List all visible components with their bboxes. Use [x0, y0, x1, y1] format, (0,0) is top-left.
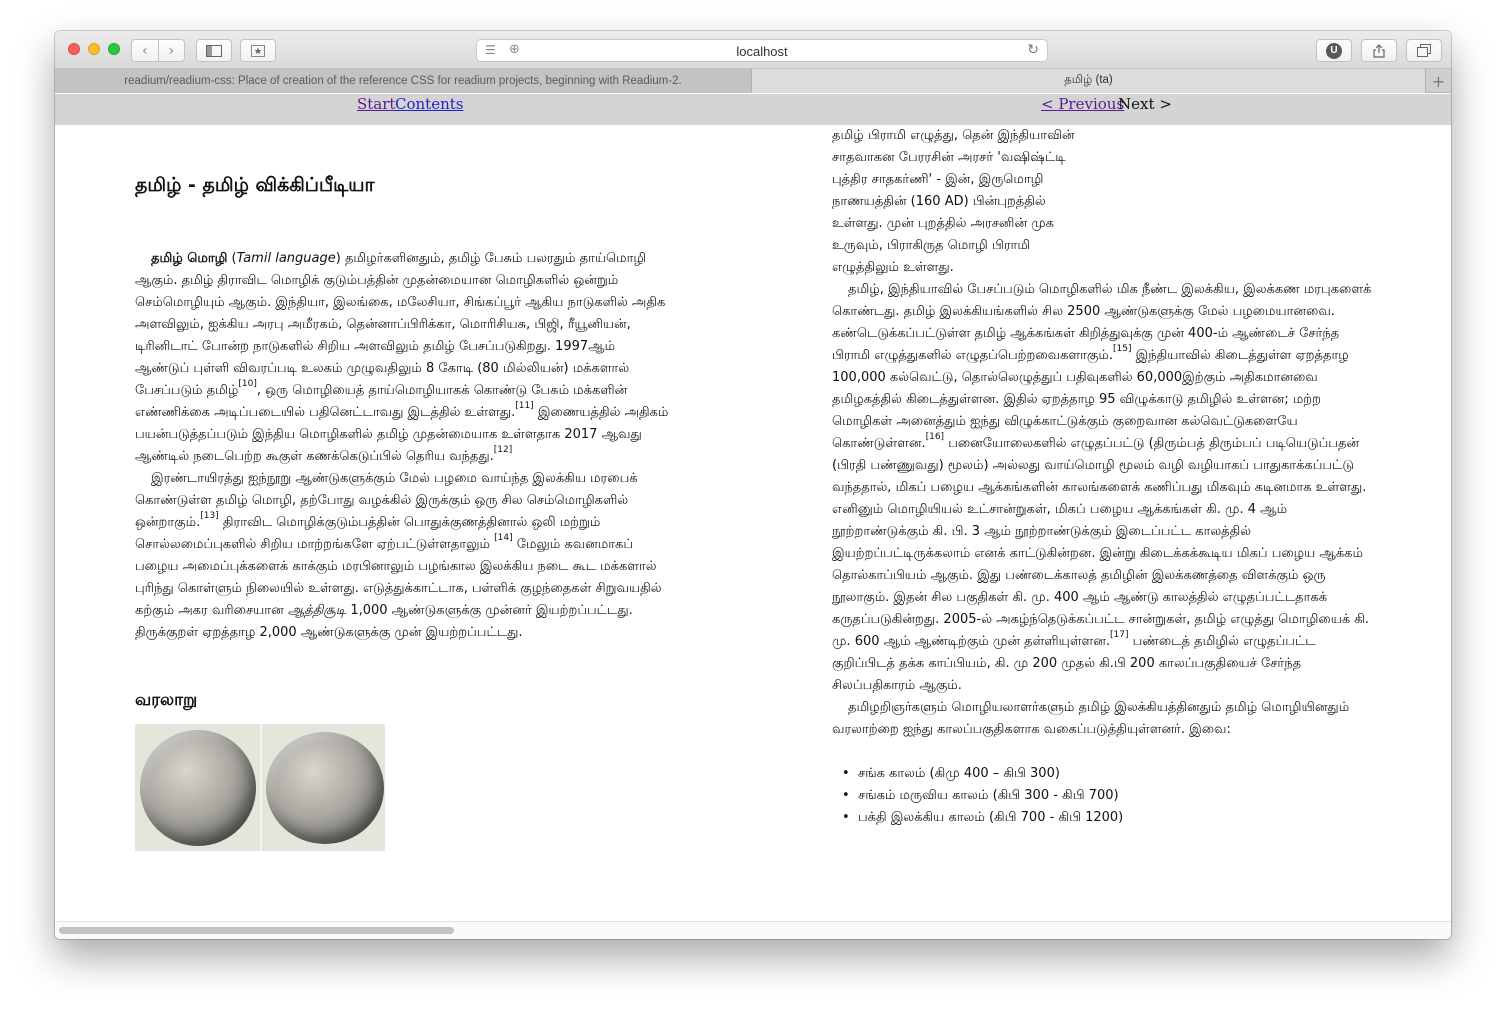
ref-13[interactable]: [13] — [200, 511, 219, 521]
left-column — [135, 125, 670, 851]
contents-link[interactable]: Contents — [395, 95, 464, 113]
periods-list — [852, 763, 1377, 829]
title-bar — [55, 31, 1451, 69]
previous-link[interactable]: < Previous — [1041, 95, 1125, 113]
zoom-window-button[interactable] — [108, 43, 120, 55]
periods-intro: தமிழறிஞர்களும் மொழியலாளர்களும் தமிழ் இலக்கியத்தினதும் தமிழ் மொழியினதும் வரலாற்றை ஐந்து காலப்பகுதிகளாக வகைப்படுத்தியுள்ளனர். இவை: — [832, 700, 1350, 737]
extension-icon: U — [1326, 43, 1342, 59]
scrollbar-thumb[interactable] — [59, 927, 454, 934]
reader-view-icon[interactable]: ☰ — [485, 43, 496, 57]
ref-12[interactable]: [12] — [493, 445, 513, 455]
aathichoodi-italic: ஆத்திசூடி — [287, 603, 347, 618]
list-item: • பக்தி இலக்கிய காலம் (கிபி 700 - கிபி 1200) — [852, 807, 1377, 829]
ref-10[interactable]: [10] — [238, 379, 257, 389]
back-button[interactable]: ‹ — [141, 42, 148, 59]
tab-readium-css[interactable]: readium/readium-css: Place of creation of the reference CSS for readium projects, beginning with Readium-2. — [55, 69, 752, 93]
browser-window — [55, 31, 1451, 939]
back-forward-buttons — [131, 39, 185, 62]
term-bold: தமிழ் மொழி — [151, 251, 228, 266]
ref-17[interactable]: [17] — [1110, 630, 1129, 640]
ref-11[interactable]: [11] — [515, 401, 534, 411]
term-english: Tamil language — [236, 251, 336, 266]
sidebar-button[interactable] — [196, 39, 232, 62]
sidebar-icon — [206, 45, 222, 57]
page-navigation — [55, 94, 1451, 125]
tab-tamil[interactable]: தமிழ் (ta) — [752, 69, 1425, 93]
add-icon[interactable]: ⊕ — [509, 42, 520, 57]
coin-obverse — [140, 730, 256, 846]
new-tab-button[interactable]: + — [1425, 69, 1451, 93]
ref-16[interactable]: [16] — [925, 432, 945, 442]
horizontal-scrollbar[interactable] — [55, 921, 1451, 939]
minimize-window-button[interactable] — [88, 43, 100, 55]
image-caption: தமிழ் பிராமி எழுத்து, தென் இந்தியாவின் சாதவாகன பேரரசின் அரசர் 'வஷிஷ்ட்டி புத்திர சாதகர்ணி' - இன், இருமொழி நாணயத்தின் (160 AD) பின்புறத்தில் உள்ளது. முன் புறத்தில் அரசனின் முக உருவும், பிராகிருத மொழி பிராமி எழுத்திலும் உள்ளது. — [832, 128, 1075, 275]
star-icon — [251, 45, 265, 57]
right-column — [832, 125, 1377, 829]
share-icon — [1373, 44, 1385, 58]
tab-bar — [55, 69, 1451, 93]
history-paragraph: தமிழ், இந்தியாவில் பேசப்படும் மொழிகளில் மிக நீண்ட இலக்கிய, இலக்கண மரபுகளைக் கொண்டது. தமிழ் இலக்கியங்களில் சில 2500 ஆண்டுகளுக்கு மேல் பழமையானவை. கண்டெடுக்கப்பட்டுள்ள தமிழ் ஆக்கங்கள் கிறித்துவுக்கு முன் 400-ம் ஆண்டைச் சேர்ந்த பிராமி எழுத்துகளில் எழுதப்பெற்றவைகளாகும்.[15] இந்தியாவில் கிடைத்துள்ள ஏறத்தாழ 100,000 கல்வெட்டு, தொல்லெழுத்துப் பதிவுகளில் 60,000இற்கும் அதிகமானவை தமிழகத்தில் கிடைத்துள்ளன. இதில் ஏறத்தாழ 95 விழுக்காடு தமிழில் உள்ளன; மற்ற மொழிகள் அனைத்தும் ஐந்து விழுக்காட்டுக்கும் குறைவான கல்வெட்டுகளையே கொண்டுள்ளன.[16] பனையோலைகளில் எழுதப்பட்டு (திரும்பத் திரும்பப் படியெடுப்பதன் (பிரதி பண்ணுவது) மூலம்) அல்லது வாய்மொழி மூலம் வழி வழியாகப் பாதுகாக்கப்பட்டு வந்ததால், மிகப் பழைய ஆக்கங்களின் காலங்களைக் கணிப்பது மிகவும் கடினமாக உள்ளது. எனினும் மொழியியல் உட்சான்றுகள், மிகப் பழைய ஆக்கங்கள் கி. மு. 4 ஆம் நூற்றாண்டுக்கும் கி. பி. 3 ஆம் நூற்றாண்டுக்கும் இடைப்பட்ட காலத்தில் இயற்றப்பட்டிருக்கலாம் எனக் காட்டுகின்றன. இன்று கிடைக்கக்கூடிய மிகப் பழைய ஆக்கம் தொல்காப்பியம் ஆகும். இது பண்டைக்காலத் தமிழின் இலக்கணத்தை விளக்கும் ஒரு நூலாகும். இதன் சில பகுதிகள் கி. மு. 400 ஆம் ஆண்டு காலத்தில் எழுதப்பட்டதாகக் கருதப்படுகின்றது. 2005-ல் அகழ்ந்தெடுக்கப்பட்ட சான்றுகள், தமிழ் எழுத்து மொழியைக் கி. மு. 600 ஆம் ஆண்டிற்கும் முன் தள்ளியுள்ளன.[17] பண்டைத் தமிழில் எழுதப்பட்ட குறிப்பிடத் தக்க காப்பியம், கி. மு 200 முதல் கி.பி 200 காலப்பகுதியைச் சேர்ந்த சிலப்பதிகாரம் ஆகும். — [832, 282, 1372, 693]
extension-button[interactable] — [1316, 39, 1352, 62]
intro-paragraph: தமிழ் மொழி (Tamil language) தமிழர்களினதும், தமிழ் பேசும் பலரதும் தாய்மொழி ஆகும். தமிழ் திராவிட மொழிக் குடும்பத்தின் முதன்மையான மொழிகளில் ஒன்றும் செம்மொழியும் ஆகும். இந்தியா, இலங்கை, மலேசியா, சிங்கப்பூர் ஆகிய நாடுகளில் அதிக அளவிலும், ஐக்கிய அரபு அமீரகம், தென்னாப்பிரிக்கா, மொரிசியசு, பிஜி, ரீயூனியன், டிரினிடாட் போன்ற நாடுகளில் சிறிய அளவிலும் தமிழ் பேசப்படுகிறது. 1997ஆம் ஆண்டுப் புள்ளி விவரப்படி உலகம் முழுவதிலும் 8 கோடி (80 மில்லியன்) மக்களால் பேசப்படும் தமிழ்[10], ஒரு மொழியைத் தாய்மொழியாகக் கொண்டு பேசும் மக்களின் எண்ணிக்கை அடிப்படையில் பதினெட்டாவது இடத்தில் உள்ளது.[11] இணையத்தில் அதிகம் பயன்படுத்தப்படும் இந்திய மொழிகளில் தமிழ் முதன்மையாக உள்ளதாக 2017 ஆவது ஆண்டில் நடைபெற்ற கூகுள் கணக்கெடுப்பில் தெரிய வந்தது.[12] — [135, 251, 669, 464]
page-content — [55, 125, 1451, 921]
list-item: • சங்க காலம் (கிமு 400 – கிபி 300) — [852, 763, 1377, 785]
history-heading: வரலாறு — [135, 690, 198, 710]
page-title: தமிழ் - தமிழ் விக்கிப்பீடியா — [135, 174, 375, 196]
close-window-button[interactable] — [68, 43, 80, 55]
address-bar[interactable] — [476, 39, 1048, 62]
address-text: localhost — [736, 44, 788, 59]
reload-icon[interactable]: ↻ — [1027, 42, 1039, 58]
next-label: Next > — [1118, 95, 1172, 113]
forward-button[interactable]: › — [168, 42, 175, 59]
share-button[interactable] — [1361, 39, 1397, 62]
list-item: • சங்கம் மருவிய காலம் (கிபி 300 - கிபி 700) — [852, 785, 1377, 807]
coin-image — [135, 724, 385, 851]
second-paragraph: இரண்டாயிரத்து ஐந்நூறு ஆண்டுகளுக்கும் மேல் பழமை வாய்ந்த இலக்கிய மரபைக் கொண்டுள்ள தமிழ் மொழி, தற்போது வழக்கில் இருக்கும் ஒரு சில செம்மொழிகளில் ஒன்றாகும்.[13] திராவிட மொழிக்குடும்பத்தின் பொதுக்குணத்தினால் ஒலி மற்றும் சொல்லமைப்புகளில் சிறிய மாற்றங்களே ஏற்பட்டுள்ளதாலும் [14] மேலும் கவனமாகப் பழைய அமைப்புக்களைக் காக்கும் மரபினாலும் பழங்கால இலக்கிய நடை கூட மக்களால் புரிந்து கொள்ளும் நிலையில் உள்ளது. எடுத்துக்காட்டாக, பள்ளிக் குழந்தைகள் சிறுவயதில் கற்கும் அகர வரிசையான ஆத்திசூடி 1,000 ஆண்டுகளுக்கு முன்னர் இயற்றப்பட்டது. திருக்குறள் ஏறத்தாழ 2,000 ஆண்டுகளுக்கு முன் இயற்றப்பட்டது. — [135, 471, 662, 640]
bookmarks-button[interactable] — [240, 39, 276, 62]
ref-14[interactable]: [14] — [494, 533, 513, 543]
show-tabs-button[interactable] — [1406, 39, 1442, 62]
ref-15[interactable]: [15] — [1113, 344, 1132, 354]
start-link[interactable]: Start — [357, 95, 396, 113]
tabs-overview-icon — [1417, 44, 1431, 57]
coin-reverse — [266, 732, 384, 844]
